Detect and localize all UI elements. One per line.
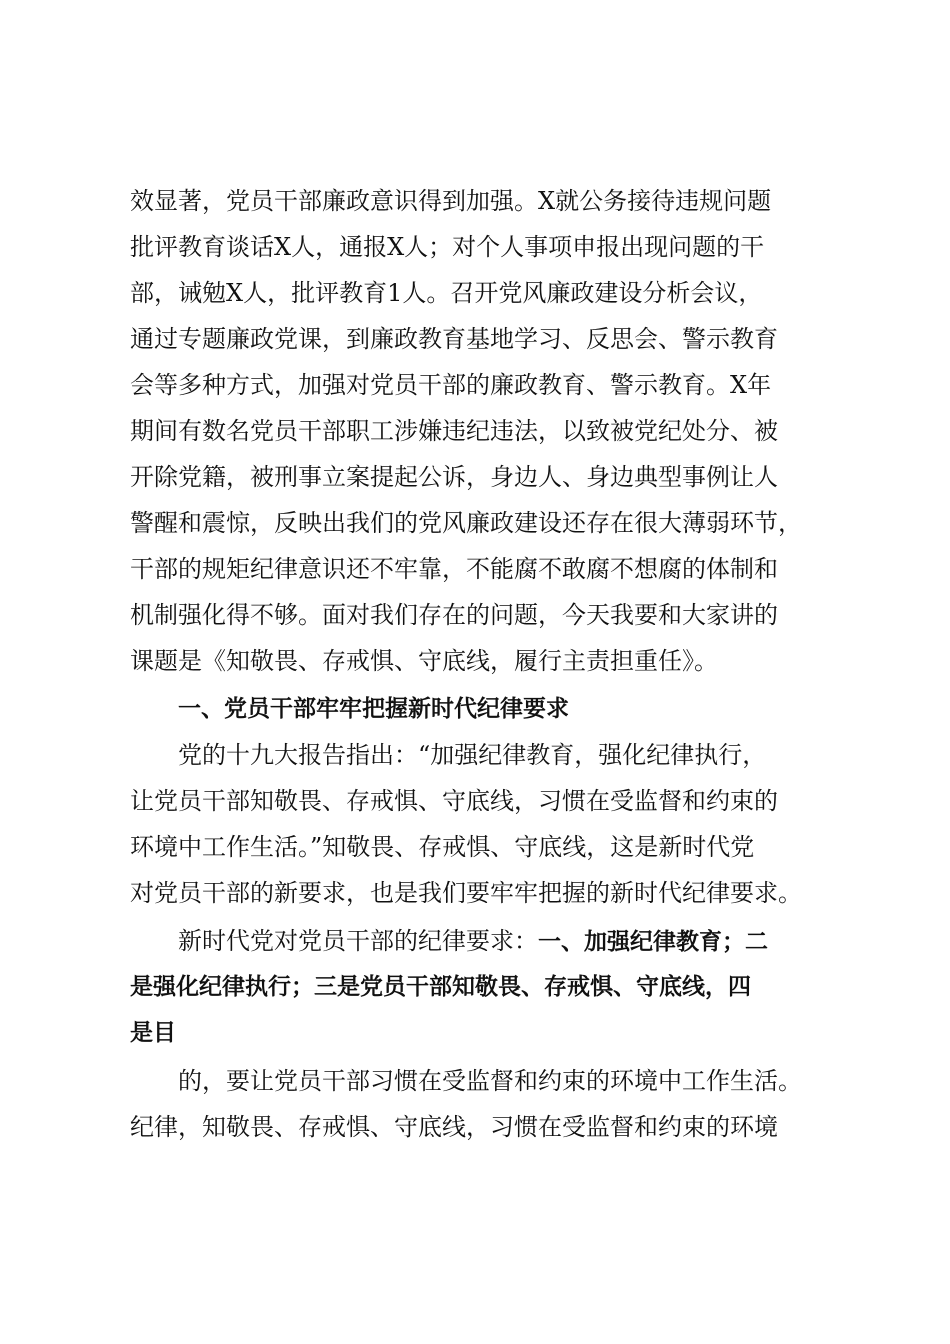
text-line-10: 机制强化得不够。面对我们存在的问题，今天我要和大家讲的: [130, 601, 778, 629]
text-line-5: 会等多种方式，加强对党员干部的廉政教育、警示教育。X年: [130, 371, 772, 399]
text-line-9: 干部的规矩纪律意识还不牢靠，不能腐不敢腐不想腐的体制和: [130, 555, 778, 583]
text-line-3: 部，诫勉X人，批评教育1人。召开党风廉政建设分析会议，: [130, 279, 763, 307]
text-line-20: 的，要让党员干部习惯在受监督和约束的环境中工作生活。: [178, 1067, 802, 1095]
text-line-17: [178, 926, 768, 957]
text-line-17-bold: 一、加强纪律教育；二: [538, 929, 768, 955]
text-line-8: 警醒和震惊，反映出我们的党风廉政建设还存在很大薄弱环节，: [130, 509, 802, 537]
text-line-21: 纪律，知敬畏、存戒惧、守底线，习惯在受监督和约束的环境: [130, 1113, 778, 1141]
text-line-1: 效显著，党员干部廉政意识得到加强。X就公务接待违规问题: [130, 187, 772, 215]
text-line-17-normal: 新时代党对党员干部的纪律要求：: [178, 927, 538, 955]
text-line-4: 通过专题廉政党课，到廉政教育基地学习、反思会、警示教育: [130, 325, 778, 353]
text-line-16: 对党员干部的新要求，也是我们要牢牢把握的新时代纪律要求。: [130, 879, 802, 907]
text-line-19: 是目: [130, 1020, 176, 1046]
text-line-18: 是强化纪律执行；三是党员干部知敬畏、存戒惧、守底线，四: [130, 974, 751, 1000]
text-line-13: 党的十九大报告指出：“加强纪律教育，强化纪律执行，: [178, 741, 767, 769]
text-line-7: 开除党籍，被刑事立案提起公诉，身边人、身边典型事例让人: [130, 463, 778, 491]
section-heading: 一、党员干部牢牢把握新时代纪律要求: [178, 696, 569, 722]
text-line-15: 环境中工作生活。”知敬畏、存戒惧、守底线，这是新时代党: [130, 833, 755, 861]
text-line-11: 课题是《知敬畏、存戒惧、守底线，履行主责担重任》。: [130, 647, 718, 675]
text-line-2: 批评教育谈话X人，通报X人；对个人事项申报出现问题的干: [130, 233, 765, 261]
text-line-14: 让党员干部知敬畏、存戒惧、守底线，习惯在受监督和约束的: [130, 787, 778, 815]
text-line-6: 期间有数名党员干部职工涉嫌违纪违法，以致被党纪处分、被: [130, 417, 778, 445]
